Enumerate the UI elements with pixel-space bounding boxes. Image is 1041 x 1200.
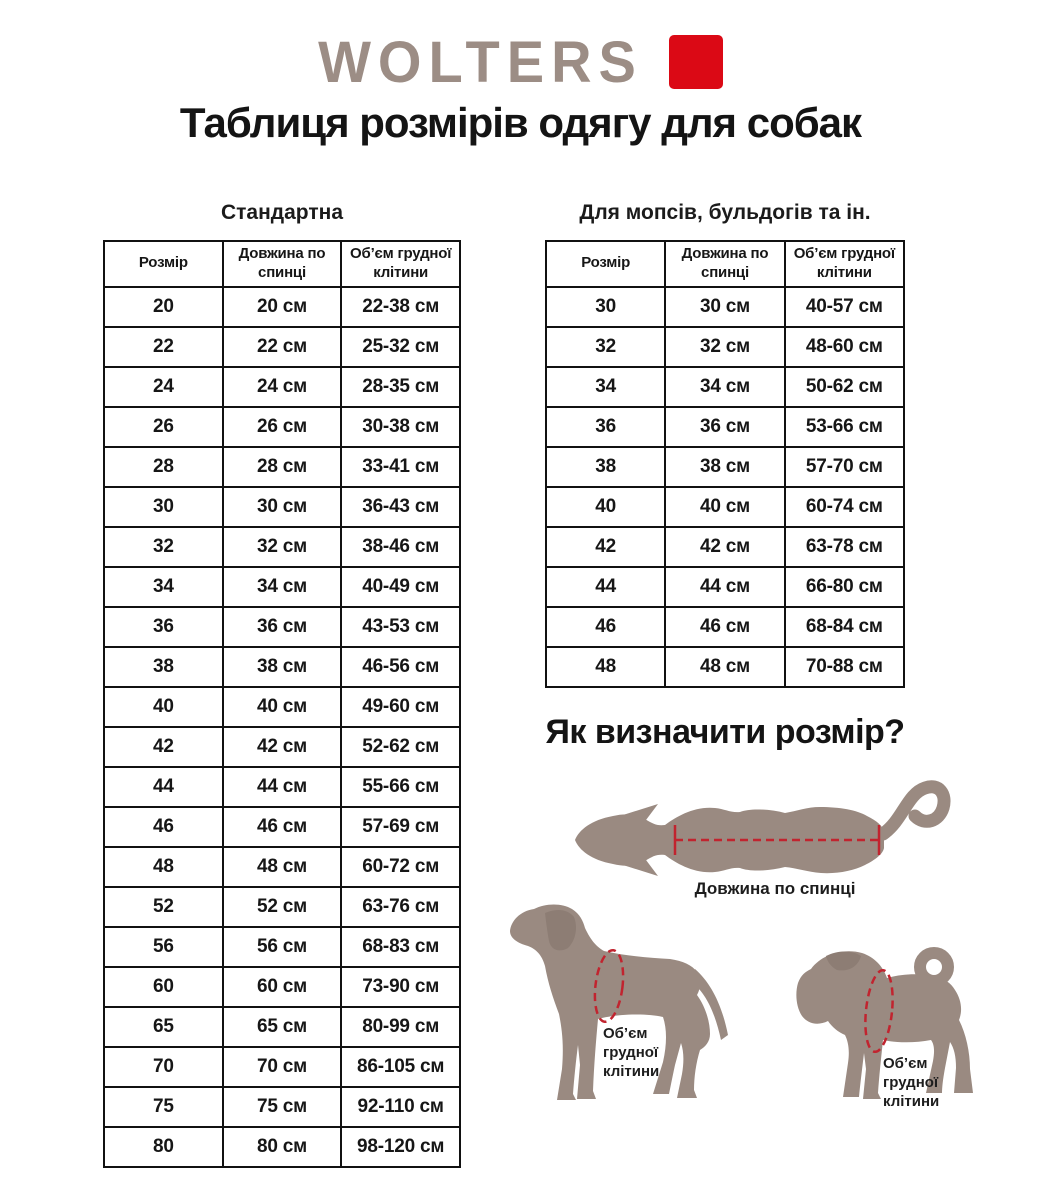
page-title: Таблиця розмірів одягу для собак bbox=[179, 99, 862, 146]
table-row bbox=[104, 287, 460, 327]
table-cell: 40-57 см bbox=[785, 287, 904, 327]
table-cell: 32 см bbox=[665, 327, 784, 367]
table-cell: 65 см bbox=[223, 1007, 342, 1047]
table-cell: 32 см bbox=[223, 527, 342, 567]
table-row bbox=[104, 927, 460, 967]
table-cell: 40 bbox=[104, 687, 223, 727]
table-cell: 36 bbox=[104, 607, 223, 647]
table-cell: 34 bbox=[546, 367, 665, 407]
standard-table-title: Стандартна bbox=[220, 201, 344, 224]
back-length-label: Довжина по спинці bbox=[694, 879, 856, 898]
table-cell: 26 см bbox=[223, 407, 342, 447]
table-cell: 46 см bbox=[223, 807, 342, 847]
table-cell: 52-62 см bbox=[341, 727, 460, 767]
table-cell: 40 см bbox=[665, 487, 784, 527]
table-cell: 56 bbox=[104, 927, 223, 967]
table-cell: 38-46 см bbox=[341, 527, 460, 567]
table-cell: 36 см bbox=[665, 407, 784, 447]
table-cell: 60 bbox=[104, 967, 223, 1007]
column-header: Розмір bbox=[104, 241, 223, 287]
table-cell: 46 см bbox=[665, 607, 784, 647]
table-row bbox=[104, 647, 460, 687]
table-row bbox=[546, 447, 904, 487]
table-cell: 86-105 см bbox=[341, 1047, 460, 1087]
table-cell: 42 см bbox=[223, 727, 342, 767]
table-row bbox=[104, 807, 460, 847]
brand-logo-square-icon bbox=[669, 35, 723, 89]
table-row bbox=[104, 847, 460, 887]
table-cell: 57-70 см bbox=[785, 447, 904, 487]
table-cell: 56 см bbox=[223, 927, 342, 967]
table-row bbox=[546, 607, 904, 647]
table-cell: 52 bbox=[104, 887, 223, 927]
table-cell: 60-72 см bbox=[341, 847, 460, 887]
table-cell: 66-80 см bbox=[785, 567, 904, 607]
table-cell: 30 bbox=[104, 487, 223, 527]
table-cell: 40 bbox=[546, 487, 665, 527]
chest-volume-label: Об’єм грудної клітини bbox=[883, 1055, 940, 1110]
table-cell: 46 bbox=[104, 807, 223, 847]
table-row bbox=[104, 327, 460, 367]
table-cell: 25-32 см bbox=[341, 327, 460, 367]
table-row bbox=[104, 767, 460, 807]
table-row bbox=[104, 487, 460, 527]
table-cell: 38 bbox=[546, 447, 665, 487]
table-cell: 28-35 см bbox=[341, 367, 460, 407]
table-cell: 75 bbox=[104, 1087, 223, 1127]
table-row bbox=[104, 887, 460, 927]
table-cell: 42 bbox=[546, 527, 665, 567]
table-cell: 38 bbox=[104, 647, 223, 687]
guide-title: Як визначити розмір? bbox=[545, 713, 905, 751]
table-row bbox=[546, 287, 904, 327]
table-cell: 38 см bbox=[223, 647, 342, 687]
table-header-row bbox=[104, 241, 460, 287]
table-cell: 30 см bbox=[665, 287, 784, 327]
table-cell: 30 см bbox=[223, 487, 342, 527]
table-cell: 30 bbox=[546, 287, 665, 327]
table-row bbox=[104, 567, 460, 607]
table-cell: 40 см bbox=[223, 687, 342, 727]
table-cell: 48-60 см bbox=[785, 327, 904, 367]
table-cell: 26 bbox=[104, 407, 223, 447]
table-cell: 98-120 см bbox=[341, 1127, 460, 1167]
table-cell: 46-56 см bbox=[341, 647, 460, 687]
table-cell: 22 bbox=[104, 327, 223, 367]
table-cell: 34 bbox=[104, 567, 223, 607]
table-row bbox=[104, 407, 460, 447]
table-cell: 60 см bbox=[223, 967, 342, 1007]
table-row bbox=[104, 727, 460, 767]
table-cell: 70 bbox=[104, 1047, 223, 1087]
table-cell: 28 bbox=[104, 447, 223, 487]
table-row bbox=[104, 1127, 460, 1167]
table-row bbox=[546, 647, 904, 687]
table-cell: 44 bbox=[104, 767, 223, 807]
table-row bbox=[546, 527, 904, 567]
table-cell: 43-53 см bbox=[341, 607, 460, 647]
table-cell: 44 см bbox=[665, 567, 784, 607]
table-cell: 60-74 см bbox=[785, 487, 904, 527]
column-header: Довжина по спинці bbox=[665, 241, 784, 287]
table-row bbox=[104, 687, 460, 727]
table-cell: 30-38 см bbox=[341, 407, 460, 447]
table-cell: 48 см bbox=[223, 847, 342, 887]
table-cell: 80 bbox=[104, 1127, 223, 1167]
table-cell: 48 bbox=[546, 647, 665, 687]
table-cell: 20 см bbox=[223, 287, 342, 327]
table-cell: 65 bbox=[104, 1007, 223, 1047]
chest-volume-label: Об’єм грудної клітини bbox=[603, 1025, 660, 1080]
table-cell: 22 см bbox=[223, 327, 342, 367]
standard-size-table bbox=[103, 240, 461, 1168]
dog-tail-shape bbox=[883, 787, 944, 834]
table-cell: 68-84 см bbox=[785, 607, 904, 647]
table-cell: 40-49 см bbox=[341, 567, 460, 607]
pugs-size-table bbox=[545, 240, 905, 688]
table-cell: 38 см bbox=[665, 447, 784, 487]
table-cell: 57-69 см bbox=[341, 807, 460, 847]
table-cell: 55-66 см bbox=[341, 767, 460, 807]
column-header: Довжина по спинці bbox=[223, 241, 342, 287]
table-cell: 42 bbox=[104, 727, 223, 767]
table-cell: 92-110 см bbox=[341, 1087, 460, 1127]
table-cell: 34 см bbox=[223, 567, 342, 607]
table-cell: 22-38 см bbox=[341, 287, 460, 327]
table-header-row bbox=[546, 241, 904, 287]
table-cell: 36-43 см bbox=[341, 487, 460, 527]
table-row bbox=[104, 447, 460, 487]
table-cell: 28 см bbox=[223, 447, 342, 487]
table-cell: 36 см bbox=[223, 607, 342, 647]
table-row bbox=[104, 527, 460, 567]
table-cell: 42 см bbox=[665, 527, 784, 567]
table-row bbox=[546, 487, 904, 527]
table-row bbox=[104, 1087, 460, 1127]
table-cell: 20 bbox=[104, 287, 223, 327]
table-cell: 80-99 см bbox=[341, 1007, 460, 1047]
table-row bbox=[546, 327, 904, 367]
table-cell: 70-88 см bbox=[785, 647, 904, 687]
table-cell: 80 см bbox=[223, 1127, 342, 1167]
table-cell: 24 см bbox=[223, 367, 342, 407]
column-header: Розмір bbox=[546, 241, 665, 287]
table-cell: 50-62 см bbox=[785, 367, 904, 407]
table-cell: 73-90 см bbox=[341, 967, 460, 1007]
table-cell: 63-78 см bbox=[785, 527, 904, 567]
table-cell: 46 bbox=[546, 607, 665, 647]
table-cell: 70 см bbox=[223, 1047, 342, 1087]
table-row bbox=[104, 1047, 460, 1087]
brand-logo: WOLTERS bbox=[318, 28, 643, 95]
table-row bbox=[104, 967, 460, 1007]
table-cell: 34 см bbox=[665, 367, 784, 407]
table-row bbox=[104, 367, 460, 407]
table-cell: 44 см bbox=[223, 767, 342, 807]
column-header: Об’єм грудної клітини bbox=[341, 241, 460, 287]
table-cell: 48 bbox=[104, 847, 223, 887]
brand-header bbox=[0, 28, 1041, 95]
table-cell: 75 см bbox=[223, 1087, 342, 1127]
table-cell: 49-60 см bbox=[341, 687, 460, 727]
table-cell: 63-76 см bbox=[341, 887, 460, 927]
column-header: Об’єм грудної клітини bbox=[785, 241, 904, 287]
table-cell: 52 см bbox=[223, 887, 342, 927]
table-cell: 44 bbox=[546, 567, 665, 607]
table-row bbox=[546, 407, 904, 447]
table-cell: 53-66 см bbox=[785, 407, 904, 447]
table-cell: 33-41 см bbox=[341, 447, 460, 487]
table-cell: 32 bbox=[546, 327, 665, 367]
pugs-table-title: Для мопсів, бульдогів та ін. bbox=[579, 201, 871, 224]
table-cell: 36 bbox=[546, 407, 665, 447]
table-row bbox=[104, 607, 460, 647]
table-cell: 24 bbox=[104, 367, 223, 407]
table-cell: 68-83 см bbox=[341, 927, 460, 967]
table-cell: 32 bbox=[104, 527, 223, 567]
table-row bbox=[104, 1007, 460, 1047]
table-row bbox=[546, 567, 904, 607]
table-row bbox=[546, 367, 904, 407]
table-cell: 48 см bbox=[665, 647, 784, 687]
